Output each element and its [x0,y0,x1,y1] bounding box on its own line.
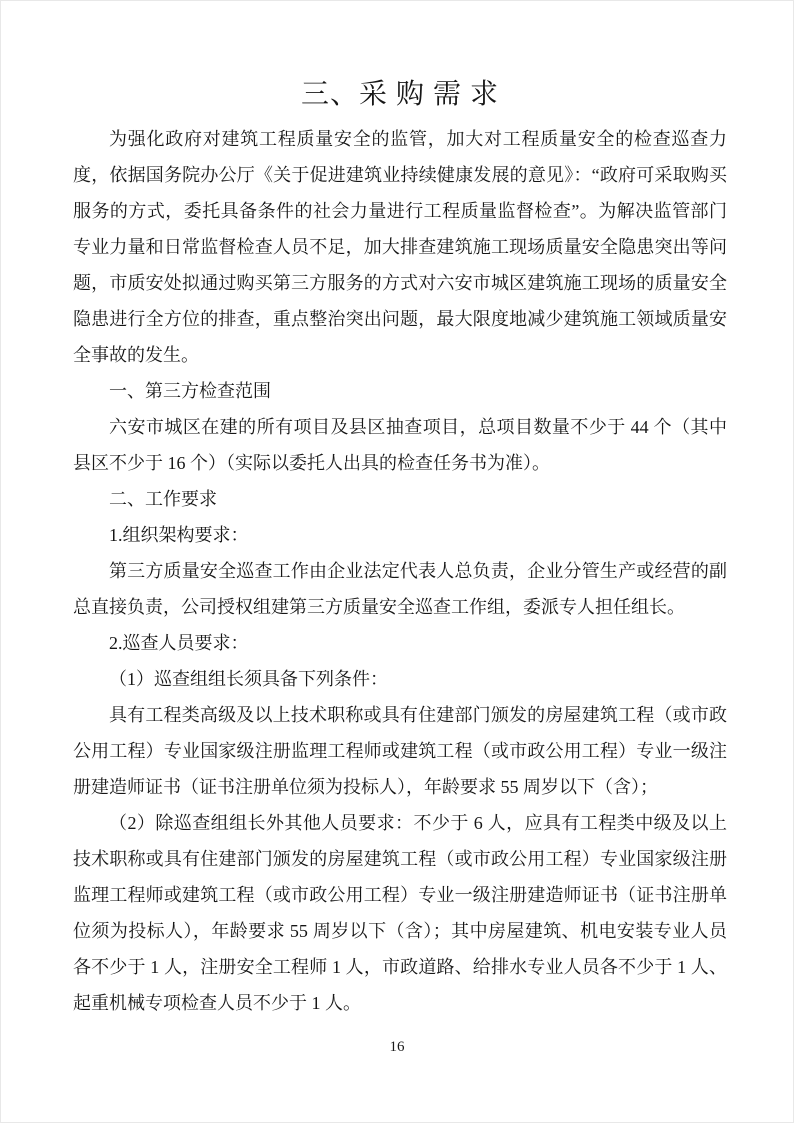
page-number: 16 [389,1039,405,1055]
requirement-2-item-1-paragraph: 具有工程类高级及以上技术职称或具有住建部门颁发的房屋建筑工程（或市政公用工程）专业国家级注册监理工程师或建筑工程（或市政公用工程）专业一级注册建造师证书（证书注册单位须为投标人），年龄要求 55 周岁以下（含）； [73,705,727,797]
requirement-2-item-2-paragraph: （2）除巡查组组长外其他人员要求：不少于 6 人，应具有工程类中级及以上技术职称或具有住建部门颁发的房屋建筑工程（或市政公用工程）专业国家级注册监理工程师或建筑工程（或市政公用工程）专业一级注册建造师证书（证书注册单位须为投标人），年龄要求 55 周岁以下（含）；其中房屋建筑、机电安装专业人员各不少于 1 人，注册安全工程师 1 人，市政道路、给排水专业人员各不少于 1 人、起重机械专项检查人员不少于 1 人。 [73,813,727,1013]
requirement-2-item-1-subheading: （1）巡查组组长须具备下列条件： [109,669,388,689]
requirement-2-subheading: 2.巡查人员要求： [109,633,249,653]
requirement-1-subheading: 1.组织架构要求： [109,525,249,545]
section-1-paragraph: 六安市城区在建的所有项目及县区抽查项目，总项目数量不少于 44 个（其中县区不少于 16 个）（实际以委托人出具的检查任务书为准）。 [73,417,727,473]
document-content [73,75,727,1021]
document-title: 三、采 购 需 求 [300,79,499,110]
section-1-heading: 一、第三方检查范围 [109,381,271,401]
requirement-1-paragraph: 第三方质量安全巡查工作由企业法定代表人总负责，企业分管生产或经营的副总直接负责，公司授权组建第三方质量安全巡查工作组，委派专人担任组长。 [73,561,727,617]
section-2-heading: 二、工作要求 [109,489,217,509]
intro-paragraph: 为强化政府对建筑工程质量安全的监管，加大对工程质量安全的检查巡查力度，依据国务院办公厅《关于促进建筑业持续健康发展的意见》：“政府可采取购买服务的方式，委托具备条件的社会力量进行工程质量监督检查”。为解决监管部门专业力量和日常监督检查人员不足，加大排查建筑施工现场质量安全隐患突出等问题，市质安处拟通过购买第三方服务的方式对六安市城区建筑施工现场的质量安全隐患进行全方位的排查，重点整治突出问题，最大限度地减少建筑施工领域质量安全事故的发生。 [73,129,727,365]
